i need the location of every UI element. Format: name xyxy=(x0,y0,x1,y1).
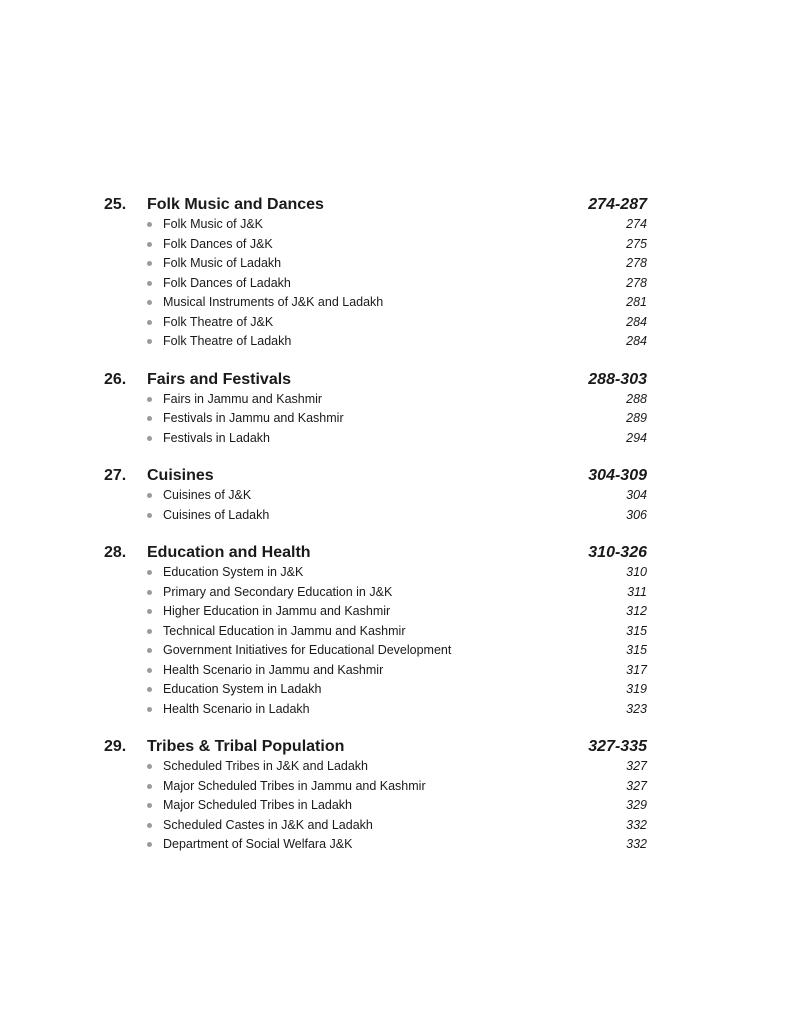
bullet-icon xyxy=(147,222,152,227)
bullet-icon xyxy=(147,609,152,614)
toc-entry xyxy=(104,700,647,720)
bullet-icon xyxy=(147,707,152,712)
toc-entry xyxy=(104,602,647,622)
toc-entry xyxy=(104,583,647,603)
chapter-heading xyxy=(104,542,647,563)
toc-entry-label: Government Initiatives for Educational Development xyxy=(163,643,452,657)
chapter-page-range: 327-335 xyxy=(588,738,647,755)
toc-entry-page: 315 xyxy=(626,623,647,638)
bullet-icon xyxy=(147,687,152,692)
toc-chapter xyxy=(104,369,647,449)
chapter-number: 29. xyxy=(104,738,127,755)
toc-entry-label: Health Scenario in Jammu and Kashmir xyxy=(163,662,384,677)
chapter-number: 27. xyxy=(104,467,127,484)
bullet-icon xyxy=(147,242,152,247)
chapter-heading xyxy=(104,465,647,486)
toc-entry-page: 319 xyxy=(626,682,647,696)
toc-entry-label: Health Scenario in Ladakh xyxy=(163,701,310,716)
toc-entry-page: 312 xyxy=(626,604,647,618)
chapter-title: Folk Music and Dances xyxy=(147,196,324,213)
toc-chapter xyxy=(104,542,647,719)
bullet-icon xyxy=(147,784,152,789)
toc-entry xyxy=(104,254,647,274)
bullet-icon xyxy=(147,570,152,575)
chapter-number: 28. xyxy=(104,544,127,561)
toc-entry-page: 310 xyxy=(626,565,647,579)
toc-entry xyxy=(104,235,647,255)
toc-entry-label: Education System in Ladakh xyxy=(163,682,322,696)
toc-entry-page: 274 xyxy=(626,217,647,231)
toc-entry-page: 288 xyxy=(626,391,647,406)
toc-entry-label: Major Scheduled Tribes in Jammu and Kashmir xyxy=(163,778,426,793)
bullet-icon xyxy=(147,764,152,769)
toc-entry xyxy=(104,757,647,777)
toc-entry-label: Festivals in Ladakh xyxy=(163,430,271,445)
toc-chapter xyxy=(104,194,647,352)
toc-entry xyxy=(104,274,647,294)
toc-entry-label: Scheduled Castes in J&K and Ladakh xyxy=(163,817,373,832)
toc-entry-page: 275 xyxy=(626,236,647,251)
toc-entry xyxy=(104,680,647,700)
chapter-number: 26. xyxy=(104,370,127,388)
bullet-icon xyxy=(147,416,152,421)
toc-entry xyxy=(104,429,647,449)
toc-entry-label: Folk Music of J&K xyxy=(163,217,264,231)
toc-entry-page: 327 xyxy=(626,759,647,773)
toc-entry-page: 306 xyxy=(626,507,647,522)
toc-entry xyxy=(104,390,647,410)
toc-entry xyxy=(104,332,647,352)
toc-entry-page: 332 xyxy=(626,817,647,832)
chapter-title: Tribes & Tribal Population xyxy=(147,738,345,755)
toc-entry-page: 332 xyxy=(626,837,647,851)
toc-entry-label: Scheduled Tribes in J&K and Ladakh xyxy=(163,759,368,773)
toc-entry-page: 281 xyxy=(626,295,647,309)
bullet-icon xyxy=(147,513,152,518)
chapter-page-range: 304-309 xyxy=(588,467,647,484)
bullet-icon xyxy=(147,300,152,305)
toc-entry-label: Cuisines of J&K xyxy=(163,488,252,502)
bullet-icon xyxy=(147,397,152,402)
toc-entry-label: Festivals in Jammu and Kashmir xyxy=(163,411,344,425)
toc-entry xyxy=(104,816,647,836)
bullet-icon xyxy=(147,629,152,634)
toc-entry-page: 278 xyxy=(626,256,647,270)
toc-entry-page: 315 xyxy=(626,643,647,657)
bullet-icon xyxy=(147,590,152,595)
toc-entry-page: 311 xyxy=(627,584,647,599)
toc-entry xyxy=(104,506,647,526)
bullet-icon xyxy=(147,823,152,828)
toc-entry-label: Cuisines of Ladakh xyxy=(163,507,270,522)
toc-entry xyxy=(104,777,647,797)
toc-entry-page: 284 xyxy=(626,334,647,348)
bullet-icon xyxy=(147,436,152,441)
toc-entry xyxy=(104,563,647,583)
toc-entry-label: Folk Dances of Ladakh xyxy=(163,275,291,290)
chapter-heading xyxy=(104,369,647,390)
toc-entry-page: 278 xyxy=(626,275,647,290)
toc-entry-page: 294 xyxy=(626,430,647,445)
toc-entry-label: Higher Education in Jammu and Kashmir xyxy=(163,604,391,618)
toc-entry-label: Education System in J&K xyxy=(163,565,304,579)
toc-entry xyxy=(104,661,647,681)
bullet-icon xyxy=(147,339,152,344)
chapter-heading xyxy=(104,194,647,215)
toc-entry xyxy=(104,622,647,642)
toc-entry xyxy=(104,486,647,506)
toc-entry-page: 284 xyxy=(626,314,647,329)
toc-entry-page: 289 xyxy=(626,411,647,425)
toc-entry-page: 327 xyxy=(626,778,647,793)
toc-entry xyxy=(104,409,647,429)
chapter-page-range: 310-326 xyxy=(588,544,647,561)
toc-entry-label: Folk Dances of J&K xyxy=(163,236,273,251)
chapter-heading xyxy=(104,736,647,757)
toc-entry-label: Folk Theatre of J&K xyxy=(163,314,274,329)
chapter-title: Fairs and Festivals xyxy=(147,370,292,388)
bullet-icon xyxy=(147,668,152,673)
chapter-title: Education and Health xyxy=(147,544,311,561)
toc-chapter xyxy=(104,736,647,855)
toc-entry-label: Department of Social Welfara J&K xyxy=(163,837,353,851)
toc-entry-page: 323 xyxy=(626,701,647,716)
bullet-icon xyxy=(147,493,152,498)
toc-entry-label: Major Scheduled Tribes in Ladakh xyxy=(163,798,353,812)
toc-entry-label: Technical Education in Jammu and Kashmir xyxy=(163,623,406,638)
toc-entry xyxy=(104,293,647,313)
toc-entry-label: Primary and Secondary Education in J&K xyxy=(163,584,393,599)
toc-entry-page: 304 xyxy=(626,488,647,502)
bullet-icon xyxy=(147,261,152,266)
bullet-icon xyxy=(147,648,152,653)
toc-entry-page: 329 xyxy=(626,798,647,812)
toc-entry xyxy=(104,835,647,855)
bullet-icon xyxy=(147,803,152,808)
toc-chapter xyxy=(104,465,647,525)
toc-entry-label: Folk Music of Ladakh xyxy=(163,256,282,270)
bullet-icon xyxy=(147,281,152,286)
toc-entry xyxy=(104,215,647,235)
toc-entry xyxy=(104,796,647,816)
toc-entry-page: 317 xyxy=(626,662,647,677)
toc-entry xyxy=(104,641,647,661)
chapter-page-range: 288-303 xyxy=(588,370,647,388)
toc-entry-label: Musical Instruments of J&K and Ladakh xyxy=(163,295,384,309)
bullet-icon xyxy=(147,842,152,847)
chapter-page-range: 274-287 xyxy=(588,196,647,213)
chapter-title: Cuisines xyxy=(147,467,214,484)
toc-entry-label: Fairs in Jammu and Kashmir xyxy=(163,391,323,406)
table-of-contents xyxy=(104,194,647,872)
toc-entry-label: Folk Theatre of Ladakh xyxy=(163,334,292,348)
chapter-number: 25. xyxy=(104,196,127,213)
toc-entry xyxy=(104,313,647,333)
bullet-icon xyxy=(147,320,152,325)
